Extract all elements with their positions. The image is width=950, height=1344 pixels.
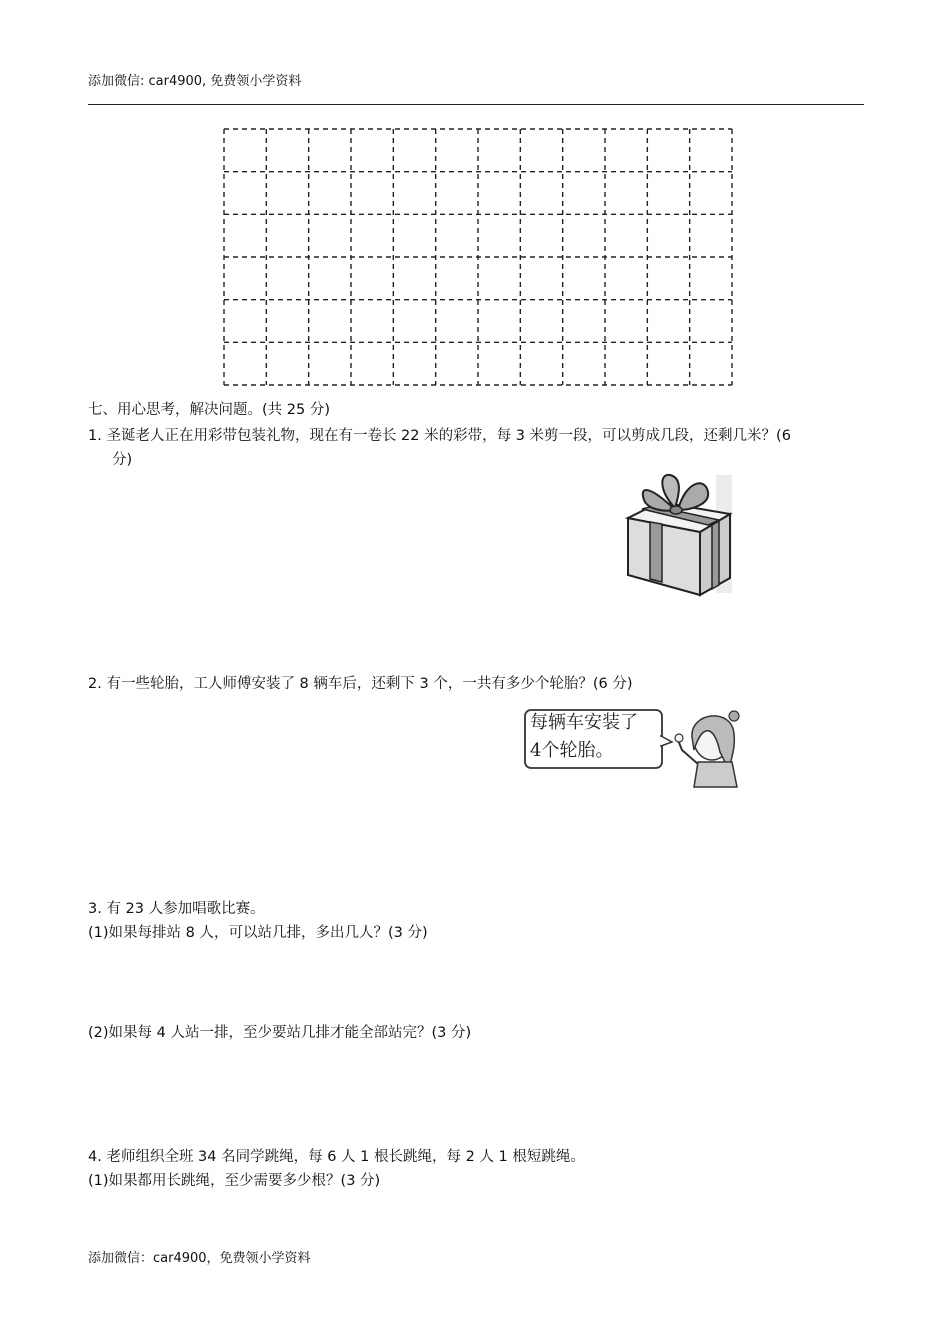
question-2: 2. 有一些轮胎，工人师傅安装了 8 辆车后，还剩下 3 个，一共有多少个轮胎？(6 分) xyxy=(88,676,633,692)
page-header: 添加微信: car4900, 免费领小学资料 xyxy=(88,74,302,89)
question-4: 4. 老师组织全班 34 名同学跳绳，每 6 人 1 根长跳绳，每 2 人 1 根短跳绳。 xyxy=(88,1149,585,1165)
question-3-part-2: (2)如果每 4 人站一排，至少要站几排才能全部站完？(3 分) xyxy=(88,1025,472,1041)
girl-speech-illustration xyxy=(522,702,747,794)
question-3: 3. 有 23 人参加唱歌比赛。 xyxy=(88,901,265,917)
bubble-line-2: 4个轮胎。 xyxy=(530,740,614,761)
page-footer: 添加微信：car4900，免费领小学资料 xyxy=(88,1251,311,1266)
gift-box-image xyxy=(620,470,735,602)
dashed-grid xyxy=(223,128,733,386)
question-3-part-1: (1)如果每排站 8 人，可以站几排，多出几人？(3 分) xyxy=(88,925,428,941)
section-title: 七、用心思考，解决问题。(共 25 分) xyxy=(88,402,330,418)
question-1: 1. 圣诞老人正在用彩带包装礼物，现在有一卷长 22 米的彩带，每 3 米剪一段，可以剪成几段，还剩几米？(6 xyxy=(88,428,791,444)
question-4-part-1: (1)如果都用长跳绳，至少需要多少根？(3 分) xyxy=(88,1173,381,1189)
bubble-line-1: 每辆车安装了 xyxy=(530,712,638,733)
question-1-cont: 分) xyxy=(112,452,133,468)
header-rule xyxy=(88,104,864,105)
